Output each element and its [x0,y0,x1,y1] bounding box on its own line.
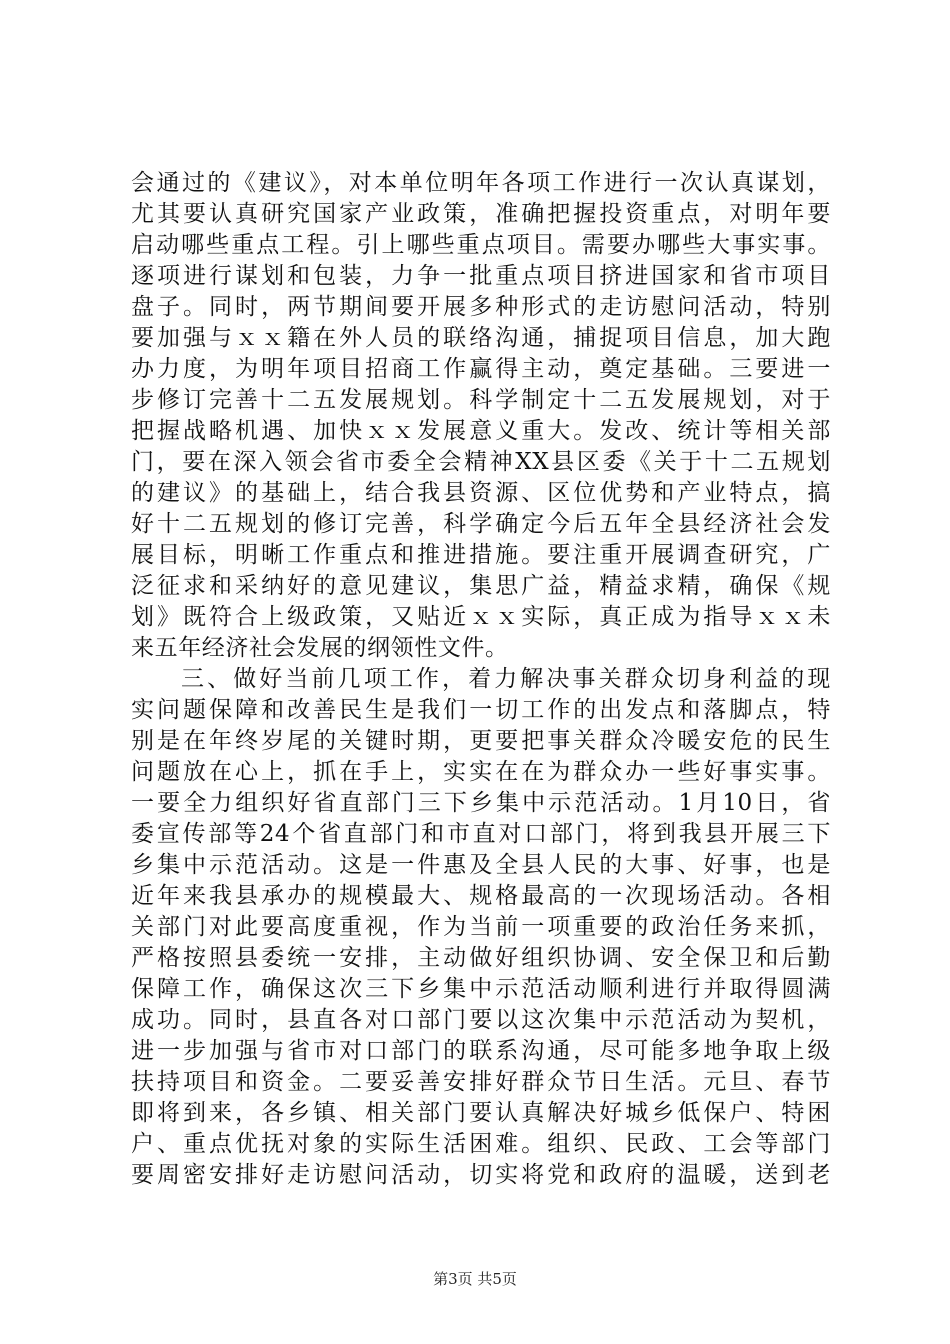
text-line: 启动哪些重点工程。引上哪些重点项目。需要办哪些大事实事。 [131,232,831,258]
text-line: 展目标，明晰工作重点和推进措施。要注重开展调查研究，广 [131,542,831,568]
text-line: 泛征求和采纳好的意见建议，集思广益，精益求精，确保《规 [131,573,831,599]
section-heading-line: 三、做好当前几项工作，着力解决事关群众切身利益的现 [181,666,831,692]
text-line: 委宣传部等24个省直部门和市直对口部门，将到我县开展三下 [131,821,831,847]
text-line: 扶持项目和资金。二要妥善安排好群众节日生活。元旦、春节 [131,1069,831,1095]
text-line: 办力度，为明年项目招商工作赢得主动，奠定基础。三要进一 [131,356,831,382]
text-line: 划》既符合上级政策，又贴近ｘｘ实际，真正成为指导ｘｘ未 [131,604,831,630]
text-line: 尤其要认真研究国家产业政策，准确把握投资重点，对明年要 [131,201,831,227]
text-line: 一要全力组织好省直部门三下乡集中示范活动。1月10日，省 [131,790,831,816]
text-line: 关部门对此要高度重视，作为当前一项重要的政治任务来抓， [131,914,831,940]
text-line: 近年来我县承办的规模最大、规格最高的一次现场活动。各相 [131,883,831,909]
text-line: 即将到来，各乡镇、相关部门要认真解决好城乡低保户、特困 [131,1100,831,1126]
page-number-footer: 第3页 共5页 [433,1270,517,1288]
text-line: 把握战略机遇、加快ｘｘ发展意义重大。发改、统计等相关部 [131,418,831,444]
text-line: 严格按照县委统一安排，主动做好组织协调、安全保卫和后勤 [131,945,831,971]
text-line: 别是在年终岁尾的关键时期，更要把事关群众冷暖安危的民生 [131,728,831,754]
body-text [131,168,831,1191]
text-line: 要加强与ｘｘ籍在外人员的联络沟通，捕捉项目信息，加大跑 [131,325,831,351]
text-line: 逐项进行谋划和包装，力争一批重点项目挤进国家和省市项目 [131,263,831,289]
text-line: 要周密安排好走访慰问活动，切实将党和政府的温暖，送到老 [131,1162,831,1188]
text-line: 乡集中示范活动。这是一件惠及全县人民的大事、好事，也是 [131,852,831,878]
text-line: 来五年经济社会发展的纲领性文件。 [131,635,509,661]
text-line: 问题放在心上，抓在手上，实实在在为群众办一些好事实事。 [131,759,831,785]
text-line: 进一步加强与省市对口部门的联系沟通，尽可能多地争取上级 [131,1038,831,1064]
text-line: 盘子。同时，两节期间要开展多种形式的走访慰问活动，特别 [131,294,831,320]
text-line: 好十二五规划的修订完善，科学确定今后五年全县经济社会发 [131,511,831,537]
text-line: 户、重点优抚对象的实际生活困难。组织、民政、工会等部门 [131,1131,831,1157]
text-line: 成功。同时，县直各对口部门要以这次集中示范活动为契机， [131,1007,831,1033]
text-line: 会通过的《建议》，对本单位明年各项工作进行一次认真谋划， [131,170,831,196]
text-line: 步修订完善十二五发展规划。科学制定十二五发展规划，对于 [131,387,831,413]
text-line: 门，要在深入领会省市委全会精神XX县区委《关于十二五规划 [131,449,831,475]
text-line: 保障工作，确保这次三下乡集中示范活动顺利进行并取得圆满 [131,976,831,1002]
text-line: 实问题保障和改善民生是我们一切工作的出发点和落脚点，特 [131,697,831,723]
text-line: 的建议》的基础上，结合我县资源、区位优势和产业特点，搞 [131,480,831,506]
